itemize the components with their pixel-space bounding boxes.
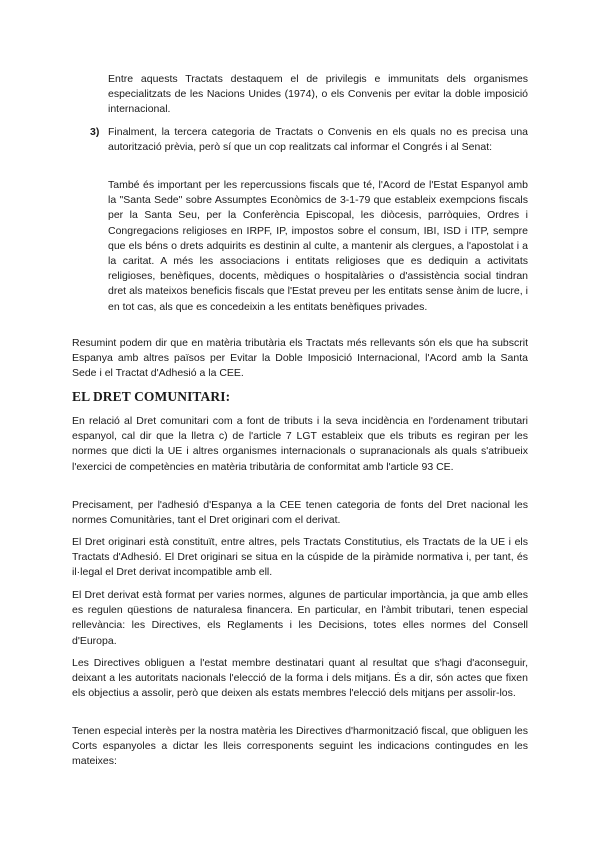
paragraph-summary: Resumint podem dir que en matèria tributària els Tractats més rellevants són els que ha subscrit Espanya amb altres països per Evitar la Doble Imposició Internacional, l'Acord amb la Santa Sede i el Tractat d'Adhesió a la CEE.: [72, 337, 528, 380]
paragraph-santa-sede-agreement: També és important per les repercussions fiscals que té, l'Acord de l'Estat Espanyol amb la "Santa Sede" sobre Assumptes Econòmics de 3-1-79 que estableix exempcions fiscals per la Santa Seu, per la Conferència Episcopal, les diòcesis, parròquies, Ordres i Congregacions religioses en IRPF, IP, impostos sobre el consum, IBI, ISD i ITP, sempre que els béns o drets adquirits es destinin al culte, a mantenir als clergues, a l'apostolat i a la caritat. A més les associacions i entitats religioses que es dediquin a activitats religioses, benèfiques, docents, mèdiques o hospitalàries o d'assistència social tindran dret als mateixos beneficis fiscals que l'Estat preveu per les entitats sense ànim de lucre, i en tot cas, als que es concedeixin a les entitats benèfiques privades.: [108, 179, 528, 313]
section-heading-dret-comunitari: EL DRET COMUNITARI:: [72, 389, 231, 404]
list-number-3: 3): [90, 126, 100, 138]
paragraph-community-law-source: En relació al Dret comunitari com a font de tributs i la seva incidència en l'ordenament tributari espanyol, cal dir que la lletra c) de l'article 7 LGT estableix que els tributs es regiran per les normes que dicti la UE i altres organismes internacionals o supranacionals als quals s'atribueix l'exercici de competències en matèria tributària de conformitat amb l'article 93 CE.: [72, 415, 528, 473]
paragraph-accession: Precisament, per l'adhesió d'Espanya a la CEE tenen categoria de fonts del Dret nacional les normes Comunitàries, tant el Dret originari com el derivat.: [72, 499, 528, 527]
paragraph-harmonization-directives: Tenen especial interès per la nostra matèria les Directives d'harmonització fiscal, que obliguen les Corts espanyoles a dictar les lleis corresponents seguint les indicacions contingudes en les mateixes:: [72, 725, 528, 768]
paragraph-directives: Les Directives obliguen a l'estat membre destinatari quant al resultat que s'hagi d'aconseguir, deixant a les autoritats nacionals l'elecció de la forma i dels mitjans. És a dir, són actes que fixen els objectius a assolir, però que deixen als estats membres l'elecció dels mitjans per assolir-los.: [72, 657, 528, 700]
paragraph-treaties-examples: Entre aquests Tractats destaquem el de privilegis e immunitats dels organismes especialitzats de les Nacions Unides (1974), o els Convenis per evitar la doble imposició internacional.: [108, 73, 528, 116]
paragraph-derived-law: El Dret derivat està format per varies normes, algunes de particular importància, ja que amb elles es regulen qüestions de naturalesa financera. En particular, en l'àmbit tributari, tenen especial rellevància: les Directives, els Reglaments i les Decisions, totes elles normes del Consell d'Europa.: [72, 589, 528, 647]
paragraph-original-law: El Dret originari està constituït, entre altres, pels Tractats Constitutius, els Tractats de la UE i els Tractats d'Adhesió. El Dret originari se situa en la cúspide de la piràmide normativa i, per tant, és il·legal el Dret derivat incompatible amb ell.: [72, 536, 528, 579]
paragraph-third-category: Finalment, la tercera categoria de Tractats o Convenis en els quals no es precisa una autorització prèvia, però sí que un cop realitzats cal informar el Congrés i al Senat:: [108, 126, 528, 154]
